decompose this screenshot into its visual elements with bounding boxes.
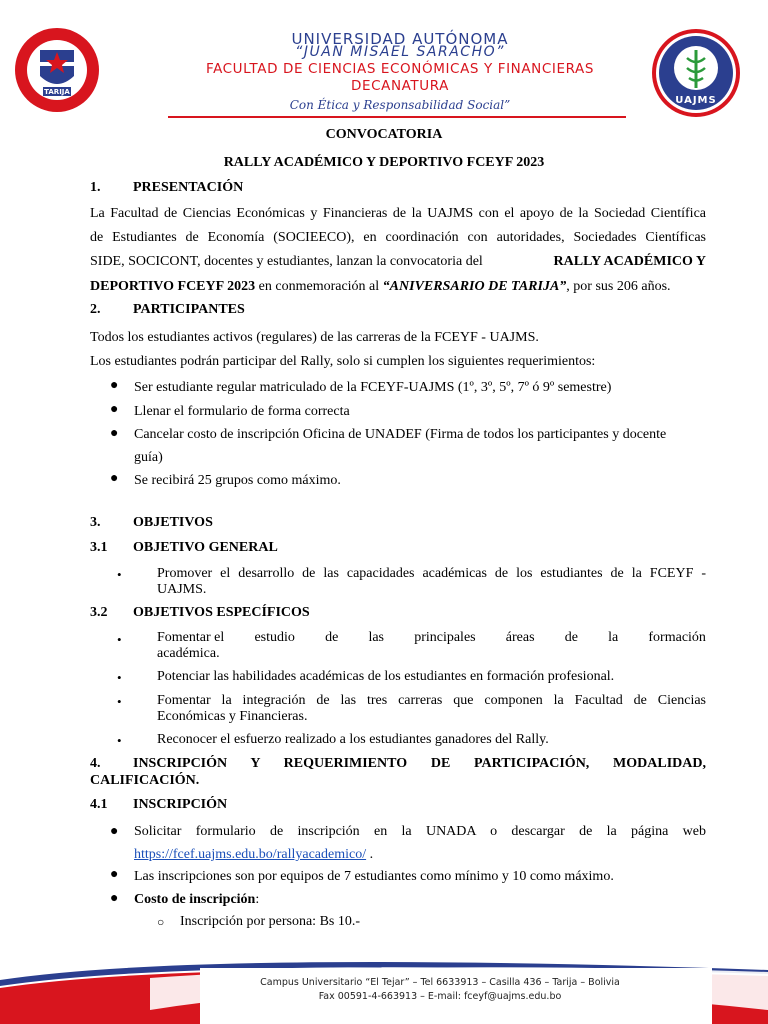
word: principales xyxy=(414,630,476,645)
para-line: de Estudiantes de Economía (SOCIEECO), en coordinación con autoridades, Sociedades Científicas xyxy=(90,230,706,245)
list-item: Se recibirá 25 grupos como máximo. xyxy=(134,473,341,488)
section-4-number: 4. xyxy=(90,756,101,771)
doc-subtitle: RALLY ACADÉMICO Y DEPORTIVO FCEYF 2023 xyxy=(223,155,545,170)
word: las xyxy=(368,630,385,645)
list-item-line: académica. xyxy=(157,646,220,661)
footer-address: Campus Universitario “El Tejar” – Tel 6633913 – Casilla 436 – Tarija – Bolivia xyxy=(260,977,620,988)
list-item-line: Promover el desarrollo de las capacidades académicas de los estudiantes de la FCEYF - xyxy=(157,566,706,581)
section-4-title-line2: CALIFICACIÓN. xyxy=(90,773,200,788)
section-2-title: PARTICIPANTES xyxy=(133,302,245,317)
para-text: SIDE, SOCICONT, docentes y estudiantes, lanzan la convocatoria del xyxy=(90,254,483,269)
section-3-number: 3. xyxy=(90,515,101,530)
list-item xyxy=(157,630,706,662)
cost-label: Costo de inscripción xyxy=(134,892,256,907)
section-3-2-title: OBJETIVOS ESPECÍFICOS xyxy=(133,605,310,620)
list-item: Reconocer el esfuerzo realizado a los estudiantes ganadores del Rally. xyxy=(157,732,549,747)
bullet-dot: ● xyxy=(110,426,119,441)
list-item xyxy=(134,820,706,866)
para-text: en conmemoración al xyxy=(255,279,383,294)
para-bold: RALLY ACADÉMICO Y xyxy=(553,254,706,269)
bullet-dot: ● xyxy=(110,891,119,906)
list-item-line: guía) xyxy=(134,450,163,465)
bullet-dot: ● xyxy=(110,378,119,393)
footer-contact: Fax 00591-4-663913 – E-mail: fceyf@uajms.edu.bo xyxy=(318,991,562,1002)
list-item-line: Solicitar formulario de inscripción en la UNADA o descargar de la página web xyxy=(134,824,706,839)
list-item-line: Económicas y Financieras. xyxy=(157,709,308,724)
link-trailing: . xyxy=(366,847,374,862)
list-item xyxy=(157,566,706,598)
sub-bullet-circle: ○ xyxy=(157,915,165,929)
word: de xyxy=(564,630,578,645)
section-2-p1: Todos los estudiantes activos (regulares) de las carreras de la FCEYF - UAJMS. xyxy=(90,330,539,345)
bullet-dot: • xyxy=(117,567,122,582)
right-logo-text: UAJMS xyxy=(675,95,717,106)
para-line xyxy=(90,275,706,299)
bullet-dot: • xyxy=(117,694,122,709)
list-item xyxy=(134,888,706,911)
list-item: Llenar el formulario de forma correcta xyxy=(134,404,350,419)
word: formación xyxy=(648,630,706,645)
bullet-dot: • xyxy=(117,733,122,748)
header-divider xyxy=(168,116,626,118)
section-4-title-line1: INSCRIPCIÓN Y REQUERIMIENTO DE PARTICIPACIÓN, MODALIDAD, xyxy=(133,756,706,771)
section-3-title: OBJETIVOS xyxy=(133,515,213,530)
bullet-dot: • xyxy=(117,670,122,685)
bullet-dot: ● xyxy=(110,471,119,486)
motto: Con Ética y Responsabilidad Social” xyxy=(289,98,511,112)
list-item-line: UAJMS. xyxy=(157,582,207,597)
bullet-dot: ● xyxy=(110,402,119,417)
cost-colon: : xyxy=(255,892,260,907)
para-italic: “ANIVERSARIO DE TARIJA” xyxy=(382,279,567,294)
list-item: Potenciar las habilidades académicas de los estudiantes en formación profesional. xyxy=(157,669,615,684)
cost-per-person: Inscripción por persona: Bs 10.- xyxy=(180,914,361,929)
list-item xyxy=(134,423,706,469)
para-bold: DEPORTIVO FCEYF 2023 xyxy=(90,279,256,294)
section-3-2-number: 3.2 xyxy=(90,605,108,620)
university-name: “JUAN MISAEL SARACHO” xyxy=(295,44,505,60)
list-item: Las inscripciones son por equipos de 7 estudiantes como mínimo y 10 como máximo. xyxy=(134,869,614,884)
list-item-line: Cancelar costo de inscripción Oficina de UNADEF (Firma de todos los participantes y docente xyxy=(134,427,667,442)
bullet-dot: ● xyxy=(110,867,119,882)
faculty-seal-logo xyxy=(651,28,741,118)
word: áreas xyxy=(505,630,535,645)
word: Fomentar el xyxy=(157,630,225,645)
section-1-title: PRESENTACIÓN xyxy=(133,180,244,195)
section-4-1-title: INSCRIPCIÓN xyxy=(133,797,228,812)
bullet-dot: • xyxy=(117,632,122,647)
section-2-p2: Los estudiantes podrán participar del Rally, solo si cumplen los siguientes requerimientos: xyxy=(90,354,596,369)
deanery-name: DECANATURA xyxy=(350,78,450,94)
section-4-1-number: 4.1 xyxy=(90,797,108,812)
registration-link[interactable]: https://fcef.uajms.edu.bo/rallyacademico/ xyxy=(134,847,367,862)
bullet-dot: ● xyxy=(110,824,119,839)
list-item-line xyxy=(157,630,706,646)
word: estudio xyxy=(254,630,295,645)
word: la xyxy=(608,630,619,645)
para-text: , por sus 206 años. xyxy=(566,279,671,294)
list-item-line xyxy=(134,843,706,866)
word: de xyxy=(325,630,339,645)
doc-title: CONVOCATORIA xyxy=(325,127,443,142)
section-3-1-title: OBJETIVO GENERAL xyxy=(133,540,278,555)
para-line: La Facultad de Ciencias Económicas y Financieras de la UAJMS con el apoyo de la Sociedad Científica xyxy=(90,206,706,221)
list-item-line: Fomentar la integración de las tres carreras que componen la Facultad de Ciencias xyxy=(157,693,706,708)
section-3-1-number: 3.1 xyxy=(90,540,108,555)
list-item xyxy=(157,693,706,725)
faculty-name: FACULTAD DE CIENCIAS ECONÓMICAS Y FINANCIERAS xyxy=(205,61,595,77)
university-seal-logo xyxy=(14,26,100,114)
left-logo-text: TARIJA xyxy=(44,88,70,96)
section-1-number: 1. xyxy=(90,180,101,195)
list-item: Ser estudiante regular matriculado de la FCEYF-UAJMS (1º, 3º, 5º, 7º ó 9º semestre) xyxy=(134,380,612,395)
faculty-title xyxy=(170,61,630,95)
section-2-number: 2. xyxy=(90,302,101,317)
university-title: UNIVERSIDAD AUTÓNOMA xyxy=(291,30,509,48)
section-1-paragraph xyxy=(90,202,706,299)
para-line xyxy=(90,250,706,274)
